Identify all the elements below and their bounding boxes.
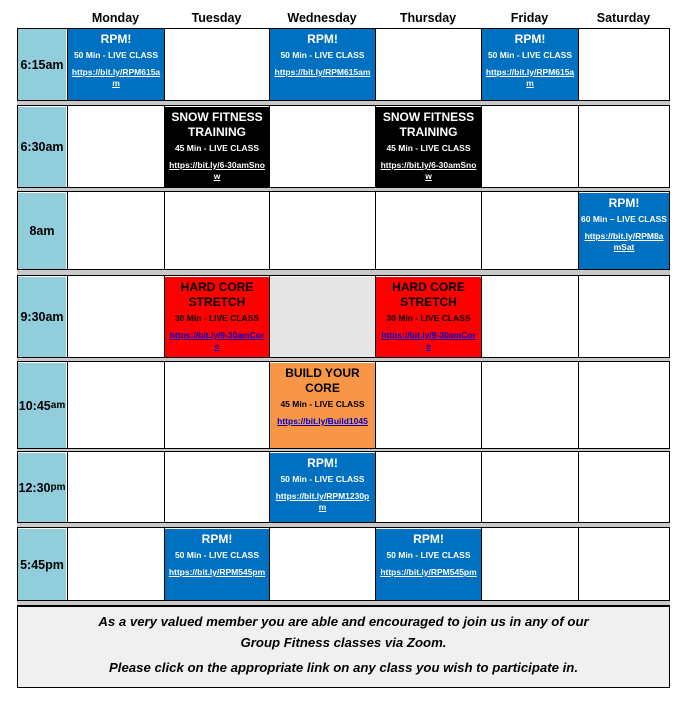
class-duration: 50 Min - LIVE CLASS	[174, 550, 260, 560]
time-slot	[18, 193, 66, 269]
zoom-link[interactable]: https://bit.ly/RPM615am	[485, 67, 575, 88]
class-card	[270, 29, 375, 100]
class-name-line: RPM!	[514, 32, 546, 46]
column-divider	[164, 28, 165, 606]
class-name	[392, 280, 465, 310]
class-name-line: RPM!	[201, 532, 233, 546]
class-duration: 30 Min - LIVE CLASS	[174, 313, 260, 323]
zoom-link[interactable]: https://bit.ly/9-30amCore	[381, 330, 476, 351]
time-slot	[18, 363, 66, 448]
class-card	[165, 107, 269, 187]
class-card	[165, 277, 269, 357]
class-name	[285, 366, 359, 396]
class-name	[307, 456, 338, 471]
time-slot	[18, 453, 66, 522]
empty-cell	[270, 277, 375, 357]
class-name-line: RPM!	[307, 456, 338, 470]
class-duration: 60 Min – LIVE CLASS	[581, 214, 667, 224]
class-card	[376, 107, 481, 187]
class-name	[609, 196, 640, 211]
class-name-line: HARD CORE	[180, 280, 254, 294]
day-header-thursday: Thursday	[399, 11, 457, 25]
time-label: 8am	[29, 224, 55, 238]
class-name-line: HARD CORE	[392, 280, 465, 294]
class-name-line: CORE	[305, 381, 340, 395]
class-name-line: BUILD YOUR	[285, 366, 360, 380]
row-separator	[17, 100, 670, 106]
column-divider	[67, 28, 68, 606]
column-divider	[578, 28, 579, 606]
class-card	[68, 29, 164, 100]
time-label: 6:15am	[20, 57, 64, 72]
class-name-line: STRETCH	[188, 295, 246, 309]
class-name-line: TRAINING	[188, 125, 246, 139]
class-name-line: RPM!	[307, 32, 338, 46]
class-name-line: RPM!	[100, 32, 132, 46]
time-label: 10:45	[18, 398, 51, 413]
class-card	[482, 29, 578, 100]
class-card	[270, 453, 375, 522]
class-duration: 30 Min - LIVE CLASS	[386, 313, 471, 323]
footer-note	[17, 606, 670, 688]
time-slot	[18, 29, 66, 100]
time-slot	[18, 107, 66, 187]
zoom-link[interactable]: https://bit.ly/RPM1230pm	[275, 491, 370, 512]
zoom-link[interactable]: https://bit.ly/RPM545pm	[168, 567, 266, 577]
zoom-link[interactable]: https://bit.ly/RPM545pm	[380, 567, 477, 577]
column-divider	[481, 28, 482, 606]
class-name	[307, 32, 338, 47]
column-divider	[269, 28, 270, 606]
time-label: 9:30am	[20, 310, 64, 324]
class-name	[413, 532, 444, 547]
class-card	[579, 193, 669, 269]
class-name	[181, 280, 254, 310]
zoom-link[interactable]: https://bit.ly/6-30amSnow	[169, 160, 265, 181]
class-card	[270, 363, 375, 448]
column-divider	[375, 28, 376, 606]
zoom-link[interactable]: https://bit.ly/Build1045	[277, 416, 368, 426]
class-name-line: TRAINING	[399, 125, 458, 139]
class-name-line: STRETCH	[400, 295, 457, 309]
time-label: 5:45pm	[20, 557, 64, 572]
class-name	[171, 110, 262, 140]
footer-line-3: Please click on the appropriate link on any class you wish to participate in.	[108, 660, 579, 675]
class-duration: 50 Min - LIVE CLASS	[386, 550, 471, 560]
zoom-link[interactable]: https://bit.ly/RPM615am	[71, 67, 161, 88]
day-header-monday: Monday	[91, 11, 140, 25]
zoom-link[interactable]: https://bit.ly/RPM8amSat	[584, 231, 664, 252]
row-separator	[17, 448, 670, 452]
class-duration: 50 Min - LIVE CLASS	[280, 50, 365, 60]
class-card	[376, 277, 481, 357]
class-card	[376, 529, 481, 600]
zoom-link[interactable]: https://bit.ly/6-30amSnow	[380, 160, 477, 181]
class-duration: 50 Min - LIVE CLASS	[280, 474, 365, 484]
class-name	[202, 532, 233, 547]
class-duration: 50 Min - LIVE CLASS	[487, 50, 573, 60]
class-name-line: SNOW FITNESS	[171, 110, 263, 124]
footer-line-2: Group Fitness classes via Zoom.	[240, 635, 447, 650]
time-label: 6:30am	[20, 140, 64, 154]
time-slot	[18, 529, 66, 600]
class-card	[165, 529, 269, 600]
day-header-wednesday: Wednesday	[287, 11, 357, 25]
time-slot	[18, 277, 66, 357]
zoom-link[interactable]: https://bit.ly/RPM615am	[274, 67, 371, 77]
class-name	[515, 32, 546, 47]
class-duration: 50 Min - LIVE CLASS	[73, 50, 159, 60]
row-separator	[17, 187, 670, 192]
row-separator	[17, 269, 670, 276]
time-suffix: pm	[50, 482, 66, 493]
day-header-saturday: Saturday	[596, 11, 651, 25]
day-header-friday: Friday	[510, 11, 549, 25]
zoom-link[interactable]: https://bit.ly/9-30amCore	[169, 330, 265, 351]
day-header-tuesday: Tuesday	[191, 11, 242, 25]
row-separator	[17, 522, 670, 528]
row-separator	[17, 357, 670, 362]
class-duration: 45 Min - LIVE CLASS	[386, 143, 471, 153]
class-name-line: RPM!	[608, 196, 640, 210]
class-name	[101, 32, 132, 47]
class-name	[383, 110, 474, 140]
time-suffix: am	[50, 400, 66, 411]
class-duration: 45 Min - LIVE CLASS	[174, 143, 260, 153]
class-name-line: RPM!	[413, 532, 444, 546]
footer-line-1: As a very valued member you are able and encouraged to join us in any of our	[98, 614, 589, 629]
class-duration: 45 Min - LIVE CLASS	[280, 399, 365, 409]
class-name-line: SNOW FITNESS	[382, 110, 475, 124]
time-label: 12:30	[18, 480, 51, 495]
